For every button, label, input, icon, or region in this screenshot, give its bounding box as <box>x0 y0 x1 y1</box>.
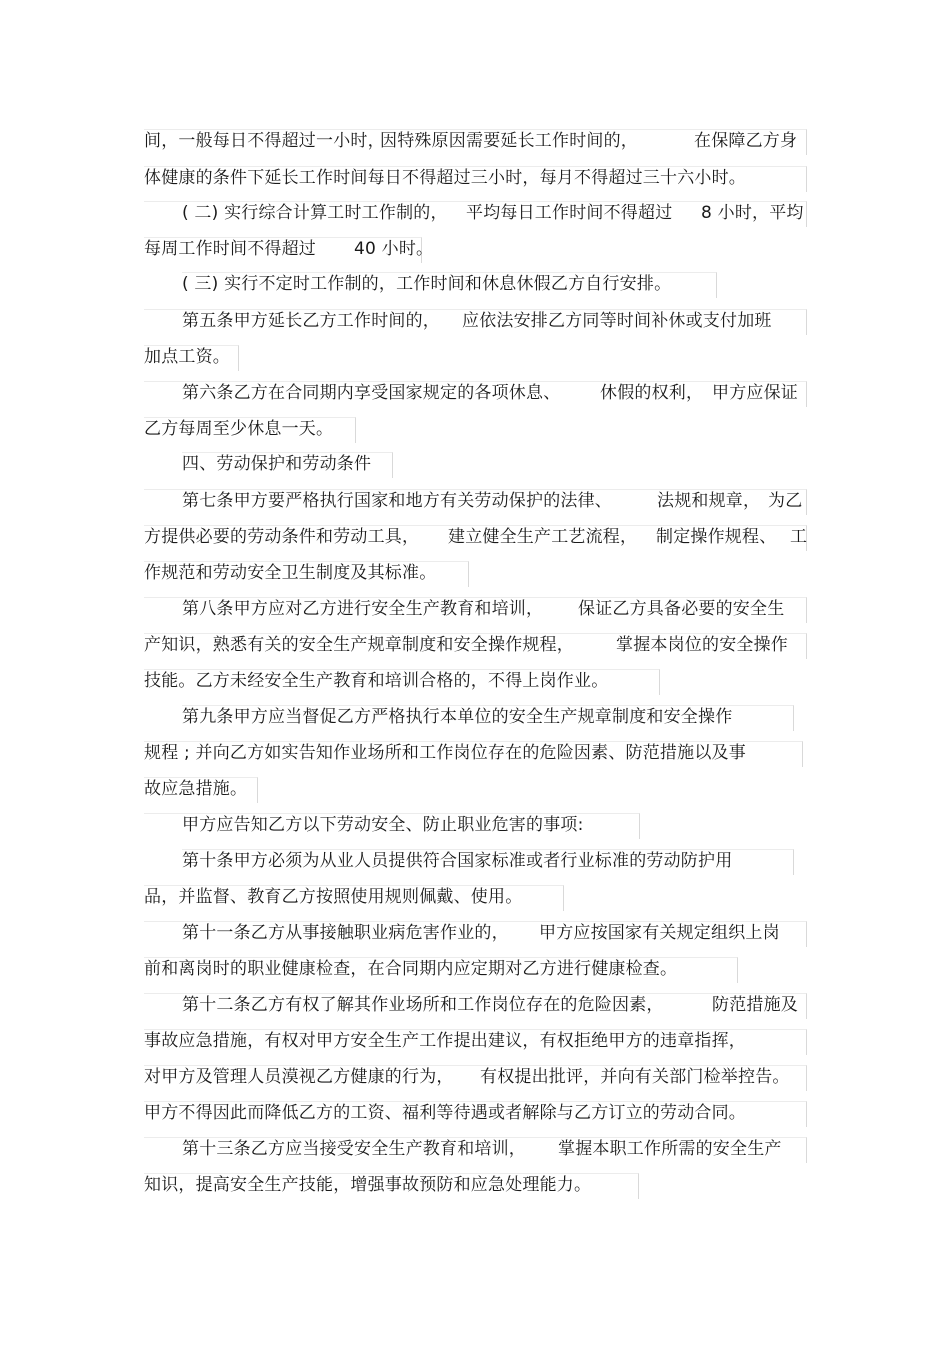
text-line <box>0 266 950 302</box>
text-fragment: 第七条甲方要严格执行国家和地方有关劳动保护的法律、 <box>182 491 612 511</box>
text-line <box>0 303 950 339</box>
text-fragment: 为乙 <box>768 491 803 511</box>
text-line <box>0 951 950 987</box>
text-line <box>0 1095 950 1131</box>
text-fragment: 方提供必要的劳动条件和劳动工具， <box>144 527 420 547</box>
text-fragment: 第六条乙方在合同期内享受国家规定的各项休息、 <box>182 383 561 403</box>
text-line <box>0 1059 950 1095</box>
text-fragment: 四、劳动保护和劳动条件 <box>182 454 372 474</box>
text-fragment: 知识，提高安全生产技能，增强事故预防和应急处理能力。 <box>144 1175 592 1195</box>
text-fragment: 第九条甲方应当督促乙方严格执行本单位的安全生产规章制度和安全操作 <box>182 707 733 727</box>
text-line <box>0 411 950 447</box>
text-fragment: 故应急措施。 <box>144 779 248 799</box>
text-fragment: 建立健全生产工艺流程， <box>448 527 638 547</box>
text-line <box>0 123 950 159</box>
text-fragment: 体健康的条件下延长工作时间每日不得超过三小时，每月不得超过三十六小时。 <box>144 168 746 188</box>
text-fragment: ( 三) 实行不定时工作制的，工作时间和休息休假乙方自行安排。 <box>182 274 672 294</box>
text-fragment: 休假的权利， <box>600 383 704 403</box>
text-fragment: 事故应急措施，有权对甲方安全生产工作提出建议，有权拒绝甲方的违章指挥， <box>144 1031 746 1051</box>
text-fragment: 产知识，熟悉有关的安全生产规章制度和安全操作规程， <box>144 635 574 655</box>
text-fragment: 防范措施及 <box>712 995 798 1015</box>
text-line <box>0 915 950 951</box>
text-fragment: 甲方应保证 <box>712 383 798 403</box>
text-fragment: 8 小时，平均 <box>701 203 804 223</box>
text-fragment: 甲方不得因此而降低乙方的工资、福利等待遇或者解除与乙方订立的劳动合同。 <box>144 1103 746 1123</box>
text-fragment: 第十三条乙方应当接受安全生产教育和培训， <box>182 1139 526 1159</box>
text-fragment: 品，并监督、教育乙方按照使用规则佩戴、使用。 <box>144 887 523 907</box>
text-line <box>0 807 950 843</box>
text-line <box>0 160 950 196</box>
text-line <box>0 699 950 735</box>
text-line <box>0 339 950 375</box>
text-fragment: 每周工作时间不得超过 <box>144 239 316 259</box>
text-line <box>0 375 950 411</box>
text-line <box>0 735 950 771</box>
text-fragment: 前和离岗时的职业健康检查，在合同期内应定期对乙方进行健康检查。 <box>144 959 678 979</box>
text-line <box>0 987 950 1023</box>
text-fragment: 在保障乙方身 <box>694 131 798 151</box>
text-fragment: 工 <box>790 527 808 547</box>
text-fragment: 第十二条乙方有权了解其作业场所和工作岗位存在的危险因素， <box>182 995 664 1015</box>
text-fragment: 法规和规章， <box>657 491 761 511</box>
text-line <box>0 591 950 627</box>
text-fragment: ( 二) 实行综合计算工时工作制的， <box>182 203 448 223</box>
text-line <box>0 555 950 591</box>
text-fragment: 对甲方及管理人员漠视乙方健康的行为， <box>144 1067 454 1087</box>
text-line <box>0 771 950 807</box>
text-fragment: 制定操作规程、 <box>656 527 777 547</box>
text-line <box>0 1023 950 1059</box>
text-fragment: 掌握本职工作所需的安全生产 <box>558 1139 782 1159</box>
text-line <box>0 843 950 879</box>
text-line <box>0 483 950 519</box>
text-fragment: 第五条甲方延长乙方工作时间的， <box>182 311 440 331</box>
text-fragment: 作规范和劳动安全卫生制度及其标准。 <box>144 563 437 583</box>
text-line <box>0 663 950 699</box>
text-fragment: 甲方应告知乙方以下劳动安全、防止职业危害的事项: <box>182 815 584 835</box>
text-fragment: 第十条甲方必须为从业人员提供符合国家标准或者行业标准的劳动防护用 <box>182 851 733 871</box>
text-fragment: 乙方每周至少休息一天。 <box>144 419 334 439</box>
text-fragment: 掌握本岗位的安全操作 <box>616 635 788 655</box>
text-fragment: 有权提出批评，并向有关部门检举控告。 <box>480 1067 790 1087</box>
text-fragment: 40 小时。 <box>354 239 434 259</box>
text-fragment: 技能。乙方未经安全生产教育和培训合格的，不得上岗作业。 <box>144 671 609 691</box>
text-fragment: 第十一条乙方从事接触职业病危害作业的， <box>182 923 509 943</box>
text-fragment: 因特殊原因需要延长工作时间的， <box>380 131 638 151</box>
text-line <box>0 879 950 915</box>
text-line <box>0 195 950 231</box>
text-line <box>0 231 950 267</box>
text-line <box>0 627 950 663</box>
text-fragment: 规程 ; 并向乙方如实告知作业场所和工作岗位存在的危险因素、防范措施以及事 <box>144 743 746 763</box>
text-line <box>0 519 950 555</box>
text-fragment: 保证乙方具备必要的安全生 <box>578 599 785 619</box>
text-fragment: 加点工资。 <box>144 347 230 367</box>
text-fragment: 平均每日工作时间不得超过 <box>466 203 673 223</box>
text-line <box>0 1167 950 1203</box>
text-fragment: 第八条甲方应对乙方进行安全生产教育和培训， <box>182 599 544 619</box>
text-line <box>0 446 950 482</box>
text-line <box>0 1131 950 1167</box>
text-fragment: 间，一般每日不得超过一小时， <box>144 131 385 151</box>
text-fragment: 应依法安排乙方同等时间补休或支付加班 <box>462 311 772 331</box>
text-fragment: 甲方应按国家有关规定组织上岗 <box>539 923 780 943</box>
